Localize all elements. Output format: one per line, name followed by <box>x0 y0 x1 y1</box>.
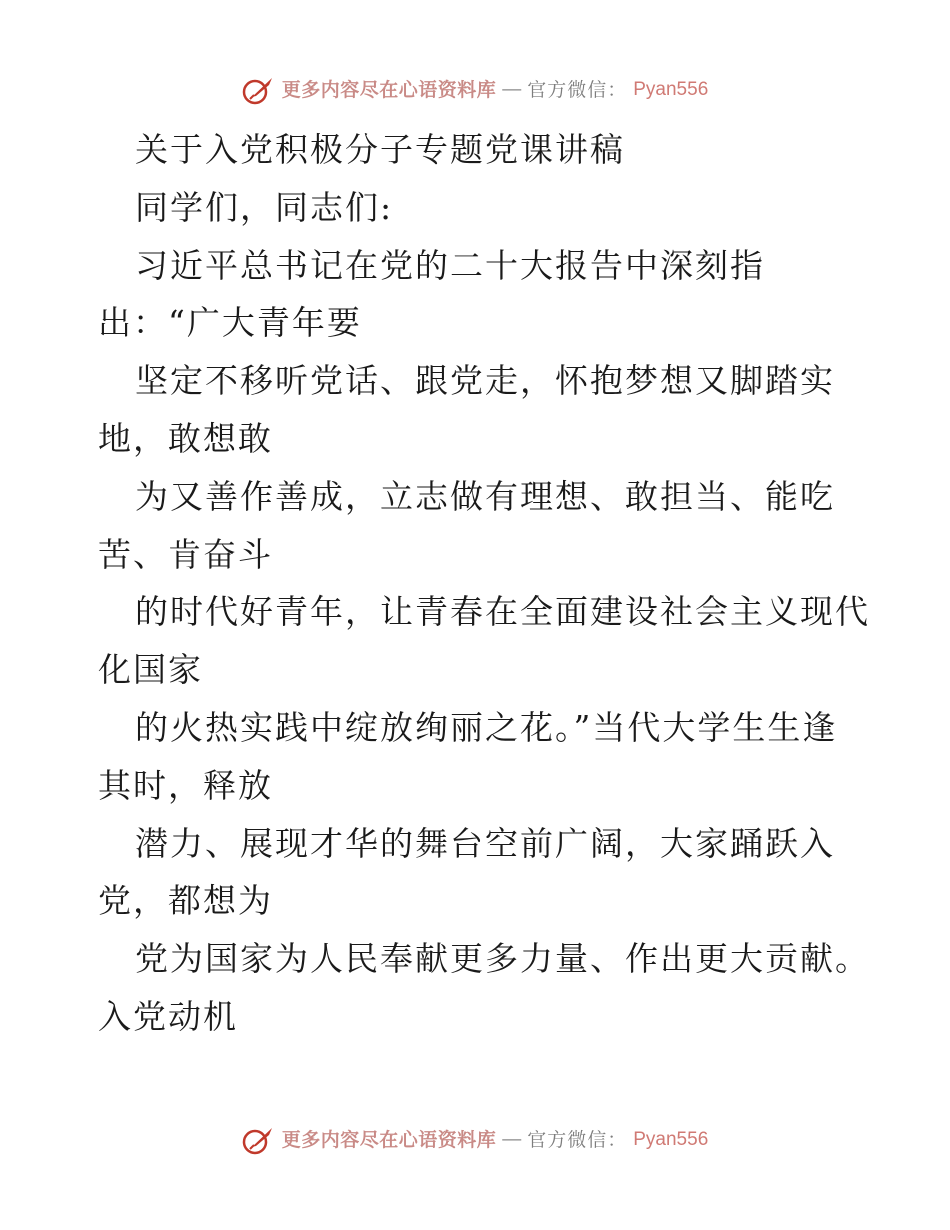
document-line: 坚定不移听党话、跟党走，怀抱梦想又脚踏实 <box>135 361 835 401</box>
document-line: 其时，释放 <box>98 765 273 805</box>
header-watermark <box>0 75 950 105</box>
watermark-dash: — <box>502 79 522 100</box>
watermark-id: Pyan556 <box>633 79 709 100</box>
document-line: 党，都想为 <box>98 881 273 921</box>
document-line: 化国家 <box>98 650 203 690</box>
document-line: 出：“广大青年要 <box>98 303 362 343</box>
document-line: 习近平总书记在党的二十大报告中深刻指 <box>135 245 765 285</box>
document-line: 入党动机 <box>98 996 238 1036</box>
document-line: 的火热实践中绽放绚丽之花。”当代大学生生逢 <box>135 707 838 747</box>
document-body <box>98 121 878 1046</box>
footer-watermark <box>0 1125 950 1155</box>
quill-logo-icon <box>242 1125 276 1155</box>
watermark-dash: — <box>502 1129 522 1150</box>
document-line: 苦、肯奋斗 <box>98 534 273 574</box>
document-line: 为又善作善成，立志做有理想、敢担当、能吃 <box>135 476 835 516</box>
quill-logo-icon <box>242 75 276 105</box>
document-title: 关于入党积极分子专题党课讲稿 <box>135 130 625 169</box>
watermark-label: 官方微信： <box>527 1129 628 1151</box>
watermark-text: 更多内容尽在心语资料库 <box>281 79 497 101</box>
document-line: 的时代好青年，让青春在全面建设社会主义现代 <box>135 592 870 632</box>
document-line: 同学们，同志们: <box>135 187 394 227</box>
document-line: 党为国家为人民奉献更多力量、作出更大贡献。 <box>135 939 870 979</box>
watermark-label: 官方微信： <box>527 79 628 101</box>
watermark-text: 更多内容尽在心语资料库 <box>281 1129 497 1151</box>
document-line: 潜力、展现才华的舞台空前广阔，大家踊跃入 <box>135 823 835 863</box>
watermark-id: Pyan556 <box>633 1129 709 1150</box>
document-line: 地，敢想敢 <box>98 418 273 458</box>
